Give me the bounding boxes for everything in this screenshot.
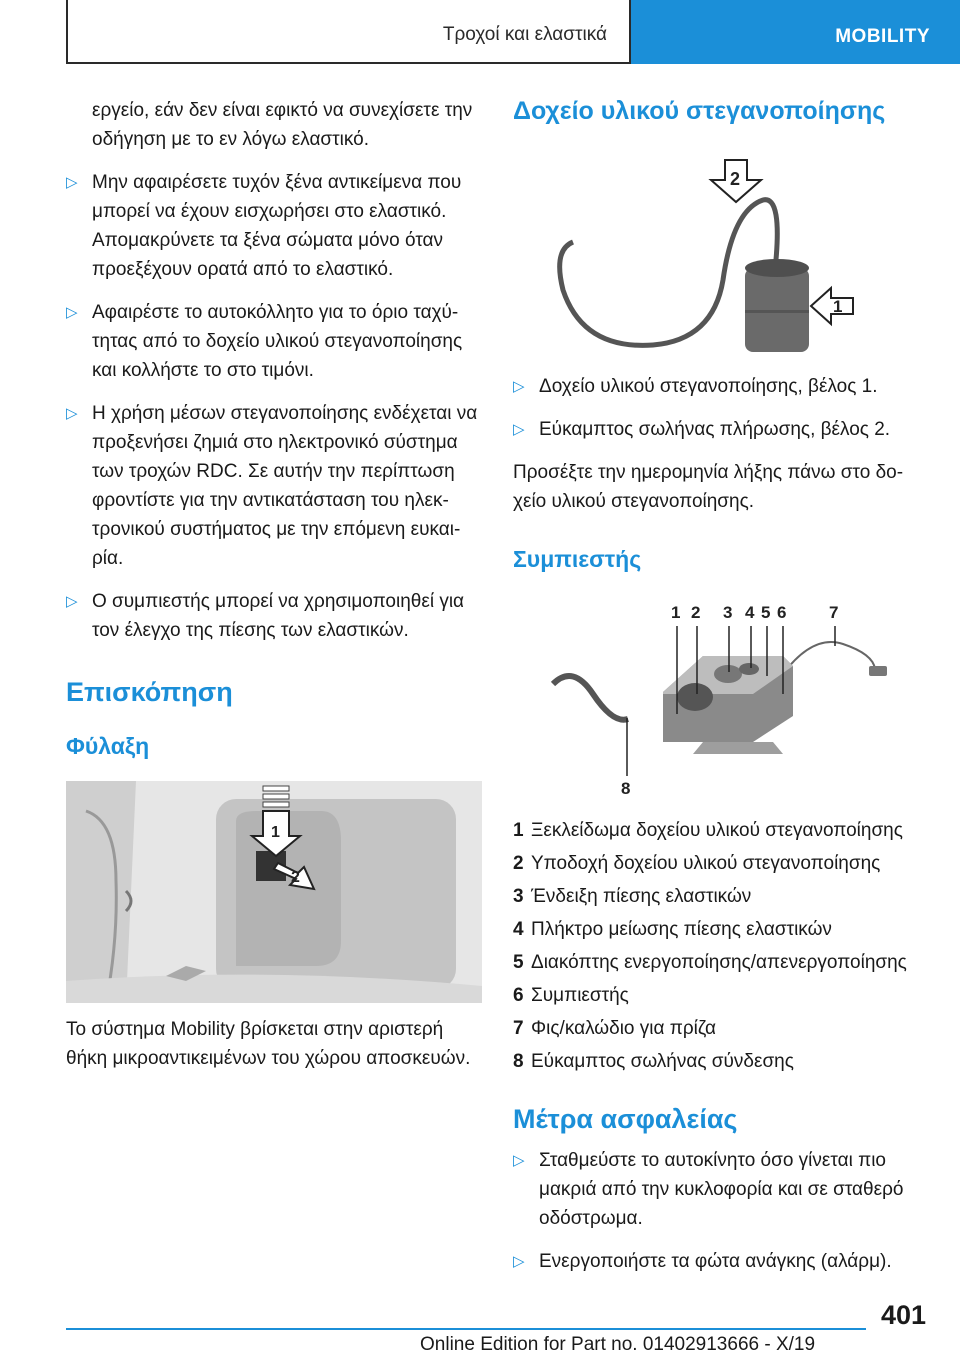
bullet-item: ▷ Δοχείο υλικού στεγανοποίησης, βέλος 1. <box>513 372 929 401</box>
section-title: Τροχοί και ελαστικά <box>66 0 631 64</box>
chapter-tab: MOBILITY <box>631 0 960 64</box>
bullet-item: ▷ Ο συμπιεστής μπορεί να χρησιμοποιηθεί για τον έλεγχο της πίεσης των ελαστικών. <box>66 587 482 645</box>
callout-label: 2 <box>691 603 701 622</box>
triangle-bullet-icon: ▷ <box>513 420 525 438</box>
bullet-item: ▷ Ενεργοποιήστε τα φώτα ανάγκης (αλάρμ). <box>513 1247 929 1276</box>
container-heading: Δοχείο υλικού στεγανοποίησης <box>513 97 886 125</box>
left-column <box>66 96 482 1087</box>
storage-text: Το σύστημα Mobility βρίσκεται στην αριστερή θήκη μικροαντικειμένων του χώρου αποσκευών. <box>66 1019 471 1069</box>
bullet-item: ▷ Σταθμεύστε το αυτοκίνητο όσο γίνεται πιο μακριά από την κυκλοφορία και σε σταθερό οδόστρωμα. <box>513 1146 929 1233</box>
legend-item: 8 Εύκαμπτος σωλήνας σύνδεσης <box>513 1051 794 1072</box>
bullet-item: ▷ Μην αφαιρέσετε τυχόν ξένα αντικείμενα που μπορεί να έχουν εισχωρήσει στο ελαστικό. Απομακρύνετε τα ξένα σώματα μόνο όταν προεξέχουν ορατά από το ελαστικό. <box>66 168 482 284</box>
legend-item: 2 Υποδοχή δοχείου υλικού στεγανοποίησης <box>513 853 881 874</box>
overview-heading: Επισκόπηση <box>66 677 233 707</box>
page-header <box>66 0 960 64</box>
callout-label: 4 <box>745 603 755 622</box>
sealant-container-figure <box>513 150 929 360</box>
compressor-heading: Συμπιεστής <box>513 546 642 572</box>
callout-label: 5 <box>761 603 771 622</box>
triangle-bullet-icon: ▷ <box>66 592 78 610</box>
compressor-figure <box>513 594 929 804</box>
continuation-text: εργείο, εάν δεν είναι εφικτό να συνεχίσετε την οδήγηση με το εν λόγω ελαστικό. <box>92 100 473 150</box>
callout-label: 2 <box>291 869 300 886</box>
callout-label: 2 <box>730 169 741 189</box>
container-note: Προσέξτε την ημερομηνία λήξης πάνω στο δο‐χείο υλικού στεγανοποίησης. <box>513 462 904 512</box>
callout-label: 3 <box>723 603 733 622</box>
storage-heading: Φύλαξη <box>66 733 150 759</box>
bullet-item: ▷ Η χρήση μέσων στεγανοποίησης ενδέχεται να προξενήσει ζημιά στο ηλεκτρονικό σύστημα των τροχών RDC. Σε αυτήν την περίπτωση φροντίστε για την αντικατάσταση του ηλεκ‐τρονικού συστήματος με την επόμενη ευκαι‐ρία. <box>66 399 482 573</box>
bullet-item: ▷ Εύκαμπτος σωλήνας πλήρωσης, βέλος 2. <box>513 415 929 444</box>
triangle-bullet-icon: ▷ <box>66 303 78 321</box>
callout-label: 6 <box>777 603 787 622</box>
callout-label: 1 <box>271 824 280 841</box>
compressor-legend <box>513 816 929 1076</box>
callout-label: 1 <box>833 297 843 316</box>
triangle-bullet-icon: ▷ <box>513 377 525 395</box>
triangle-bullet-icon: ▷ <box>66 404 78 422</box>
legend-item: 6 Συμπιεστής <box>513 985 629 1006</box>
legend-item: 4 Πλήκτρο μείωσης πίεσης ελαστικών <box>513 919 832 940</box>
callout-label: 1 <box>671 603 681 622</box>
triangle-bullet-icon: ▷ <box>513 1151 525 1169</box>
callout-label: 7 <box>829 603 839 622</box>
legend-item: 7 Φις/καλώδιο για πρίζα <box>513 1018 716 1039</box>
legend-item: 1 Ξεκλείδωμα δοχείου υλικού στεγανοποίησης <box>513 820 903 841</box>
trunk-storage-figure <box>66 781 482 1003</box>
triangle-bullet-icon: ▷ <box>513 1252 525 1270</box>
page-number: 401 <box>880 1300 926 1330</box>
triangle-bullet-icon: ▷ <box>66 173 78 191</box>
right-column <box>513 96 929 1290</box>
footer-divider <box>66 1328 866 1330</box>
bullet-item: ▷ Αφαιρέστε το αυτοκόλλητο για το όριο ταχύ‐τητας από το δοχείο υλικού στεγανοποίησης και κολλήστε το στο τιμόνι. <box>66 298 482 385</box>
callout-label: 8 <box>621 779 631 798</box>
legend-item: 3 Ένδειξη πίεσης ελαστικών <box>513 886 752 907</box>
edition-text: Online Edition for Part no. 01402913666 - X/19 <box>420 1334 816 1355</box>
safety-heading: Μέτρα ασφαλείας <box>513 1104 738 1134</box>
legend-item: 5 Διακόπτης ενεργοποίησης/απενεργοποίησης <box>513 952 907 973</box>
